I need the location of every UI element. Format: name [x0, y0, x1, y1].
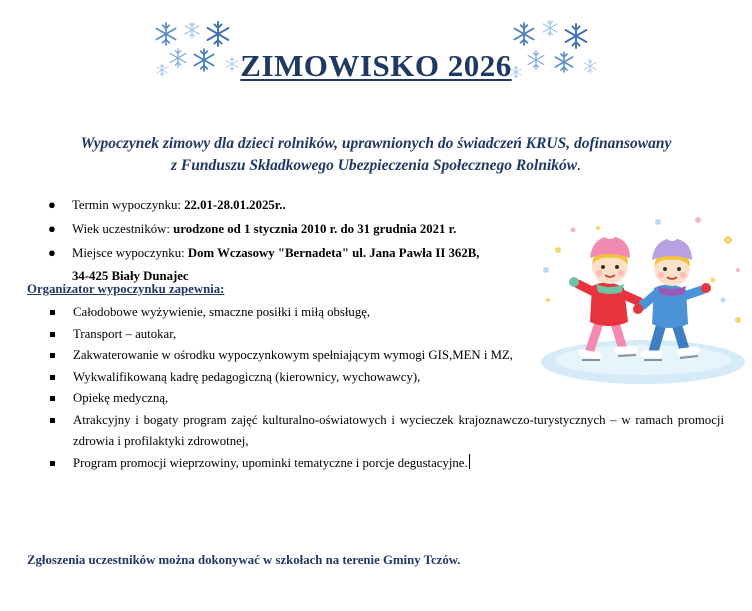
detail-value: 22.01-28.01.2025r.. — [184, 198, 286, 212]
footer-note: Zgłoszenia uczestników można dokonywać w szkołach na terenie Gminy Tczów. — [27, 553, 461, 567]
intro-line-2-end: . — [577, 157, 581, 174]
organizer-item-text: Program promocji wieprzowiny, upominki tematyczne i porcje degustacyjne. — [73, 455, 468, 470]
detail-item-age — [44, 217, 514, 241]
organizer-item-text: Atrakcyjny i bogaty program zajęć kulturalno-oświatowych i wycieczek krajoznawczo-turystycznych – w ramach promocji zdrowia i profilaktyki zdrowotnej, — [73, 412, 724, 448]
organizer-item-text: Zakwaterowanie w ośrodku wypoczynkowym spełniającym wymogi GIS,MEN i MZ, — [73, 348, 513, 362]
organizer-item-text: Wykwalifikowaną kadrę pedagogiczną (kierownicy, wychowawcy), — [73, 369, 421, 384]
organizer-item-text: Opiekę medyczną, — [73, 391, 169, 405]
intro-line-2-wrap — [40, 155, 712, 177]
ice-skating-children-illustration — [538, 210, 748, 390]
intro-line-1: Wypoczynek zimowy dla dzieci rolników, uprawnionych do świadczeń KRUS, dofinansowany — [80, 135, 672, 152]
bullet-square-icon — [50, 332, 55, 337]
detail-item-dates — [44, 193, 514, 217]
organizer-item — [44, 453, 724, 475]
bullet-dot-icon: ● — [48, 221, 56, 236]
organizer-item-text: Transport – autokar, — [73, 326, 177, 341]
intro-text — [40, 133, 712, 177]
page-title-wrap — [0, 48, 752, 84]
detail-label: Termin wypoczynku: — [72, 198, 185, 212]
page-title: ZIMOWISKO 2026 — [240, 48, 512, 83]
organizer-item — [44, 388, 724, 410]
detail-item-place — [44, 241, 514, 287]
bullet-square-icon — [50, 396, 55, 401]
organizer-item-text: Całodobowe wyżywienie, smaczne posiłki i miłą obsługę, — [73, 305, 371, 319]
detail-value-line-2: 34-425 Biały Dunajec — [72, 269, 189, 283]
bullet-square-icon — [50, 418, 55, 423]
details-list — [44, 193, 514, 287]
bullet-square-icon — [50, 353, 55, 358]
text-cursor — [469, 454, 470, 469]
bullet-square-icon — [50, 375, 55, 380]
organizer-item — [44, 410, 724, 453]
bullet-square-icon — [50, 461, 55, 466]
detail-label: Miejsce wypoczynku: — [72, 246, 188, 260]
organizer-heading: Organizator wypoczynku zapewnia: — [27, 282, 225, 296]
intro-line-2: z Funduszu Składkowego Ubezpieczenia Społecznego Rolników — [171, 157, 578, 174]
bullet-dot-icon: ● — [48, 245, 56, 260]
bullet-square-icon — [50, 310, 55, 315]
detail-label: Wiek uczestników: — [72, 222, 174, 236]
detail-value: Dom Wczasowy "Bernadeta" ul. Jana Pawła II 362B, — [187, 246, 480, 260]
bullet-dot-icon: ● — [48, 197, 56, 212]
detail-value: urodzone od 1 stycznia 2010 r. do 31 grudnia 2021 r. — [173, 222, 457, 236]
